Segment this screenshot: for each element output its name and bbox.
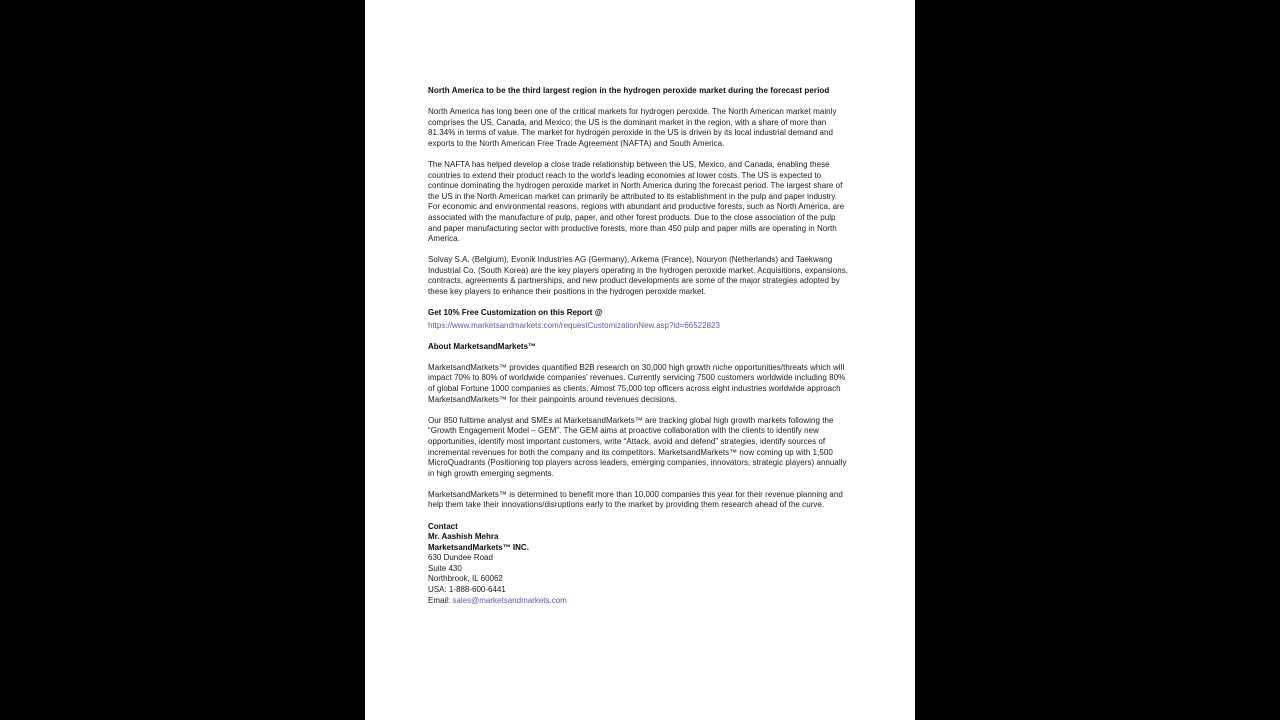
contact-city-state-zip: Northbrook, IL 60062 [428, 574, 503, 584]
contact-name: Mr. Aashish Mehra [428, 532, 499, 542]
about-heading-spacer [428, 352, 851, 363]
document-content [428, 86, 851, 606]
customization-label: Get 10% Free Customization on this Report @ [428, 308, 603, 318]
contact-email-link[interactable]: sales@marketsandmarkets.com [452, 595, 567, 605]
paragraph-north-america-overview: North America has long been one of the critical markets for hydrogen peroxide. The North American market mainly comprises the US, Canada, and Mexico; the US is the dominant market in the region, with a share of more than 81.34% in terms of value. The market for hydrogen peroxide in the US is driven by its local industrial demand and exports to the North American Free Trade Agreement (NAFTA) and South America. [428, 107, 837, 148]
contact-company: MarketsandMarkets™ INC. [428, 542, 529, 552]
customization-link[interactable]: https://www.marketsandmarkets.com/requestCustomizationNew.asp?id=66522823 [428, 320, 720, 330]
paragraph-about-gem: Our 850 fulltime analyst and SMEs at MarketsandMarkets™ are tracking global high growth markets following the “Growth Engagement Model – GEM”. The GEM aims at proactive collaboration with the clients to identify new opportunities, identify most important customers, write “Attack, avoid and defend” strategies, identify sources of incremental revenues for both the company and its competitors. MarketsandMarkets™ now coming up with 1,500 MicroQuadrants (Positioning top players across leaders, emerging companies, innovators, strategic players) annually in high growth emerging segments. [428, 415, 847, 478]
contact-phone: USA: 1-888-600-6441 [428, 585, 506, 595]
paragraph-nafta-detail: The NAFTA has helped develop a close trade relationship between the US, Mexico, and Canada, enabling these countries to extend their product reach to the world's leading economies at lower costs. The US is expected to continue dominating the hydrogen peroxide market in North America during the forecast period. The largest share of the US in the North American market can primarily be attributed to its establishment in the pulp and paper industry. For economic and environmental reasons, regions with abundant and productive forests, such as North America, are associated with the manufacture of pulp, paper, and other forest products. Due to the close association of the pulp and paper manufacturing sector with productive forests, more than 450 pulp and paper mills are operating in North America. [428, 159, 845, 244]
paragraph-about-research: MarketsandMarkets™ provides quantified B2B research on 30,000 high growth niche opportunities/threats which will impact 70% to 80% of worldwide companies' revenues. Currently servicing 7500 customers worldwide including 80% of global Fortune 1000 companies as clients. Almost 75,000 top officers across eight industries worldwide approach MarketsandMarkets™ for their painpoints around revenues decisions. [428, 362, 846, 404]
contact-email-label: Email: [428, 595, 451, 605]
contact-title: Contact [428, 521, 458, 531]
page-title: North America to be the third largest region in the hydrogen peroxide market during the forecast period [428, 86, 830, 95]
contact-suite: Suite 430 [428, 563, 462, 573]
contact-email-row [428, 596, 851, 607]
about-heading: About MarketsandMarkets™ [428, 341, 537, 351]
customization-link-row [428, 319, 851, 332]
paragraph-about-mission: MarketsandMarkets™ is determined to benefit more than 10,000 companies this year for their revenue planning and help them take their innovations/disruptions early to the market by providing them research ahead of the curve. [428, 489, 843, 510]
contact-street: 630 Dundee Road [428, 553, 493, 563]
contact-block [428, 522, 851, 607]
document-page [365, 0, 915, 720]
paragraph-key-players: Solvay S.A. (Belgium), Evonik Industries AG (Germany), Arkema (France), Nouryon (Netherlands) and Taekwang Industrial Co. (South Korea) are the key players operating in the hydrogen peroxide market. Acquisitions, expansions, contracts, agreements & partnerships, and new product developments are some of the major strategies adopted by these key players to enhance their positions in the hydrogen peroxide market. [428, 255, 849, 296]
